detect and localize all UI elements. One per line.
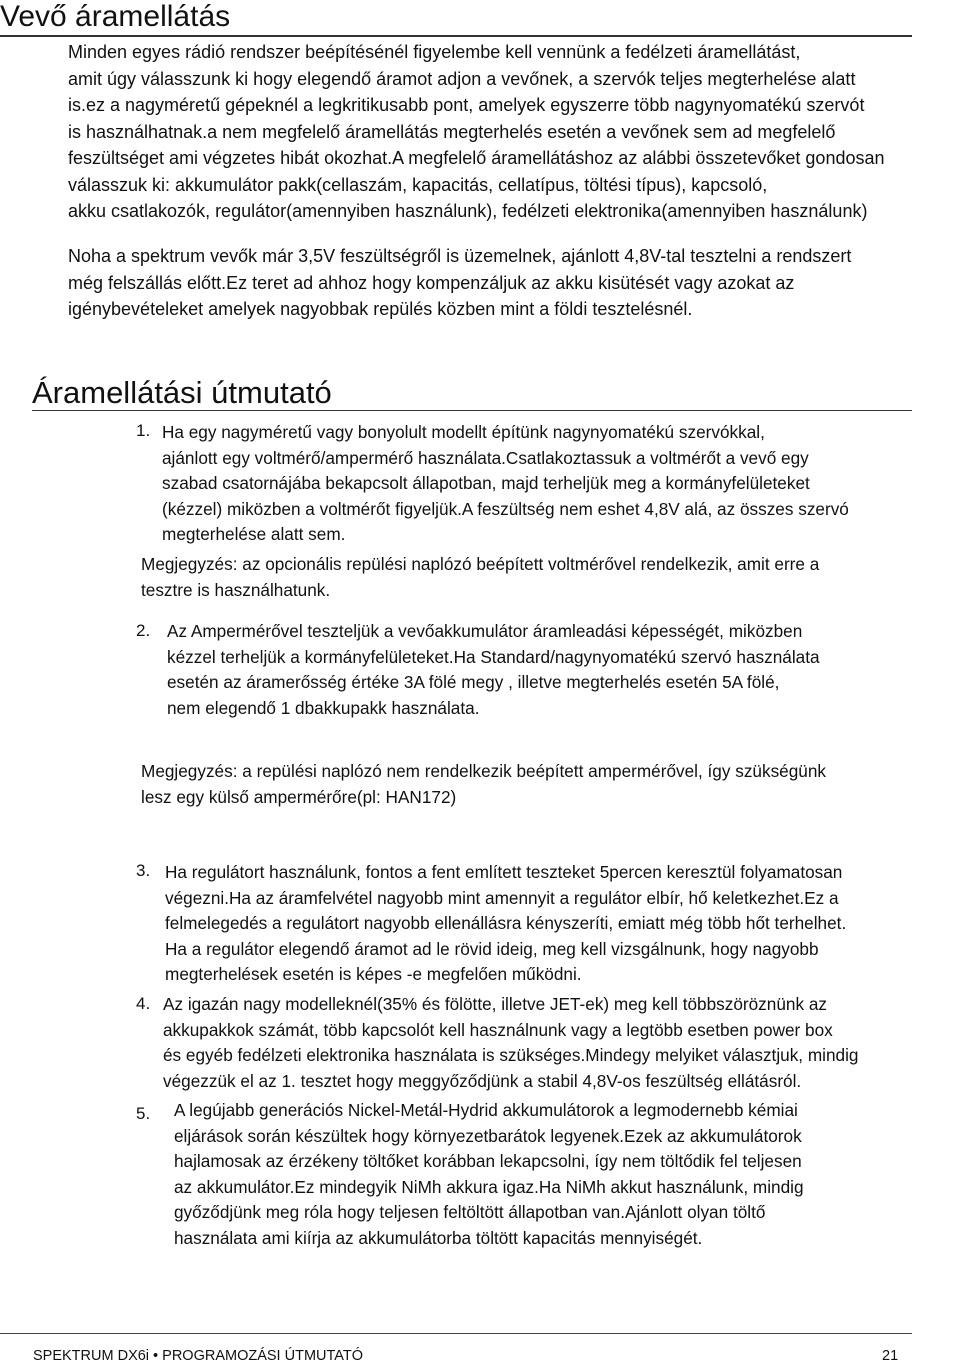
item-line: győződjünk meg róla hogy teljesen feltöltött állapotban van.Ajánlott olyan töltő (174, 1202, 766, 1222)
item-line: A legújabb generációs Nickel-Metál-Hydrid akkumulátorok a legmodernebb kémiai (174, 1100, 798, 1120)
paragraph-line: Noha a spektrum vevők már 3,5V feszültségről is üzemelnek, ajánlott 4,8V-tal tesztelni a rendszert (68, 246, 852, 266)
section-title-power-guide: Áramellátási útmutató (32, 375, 332, 410)
item-line: megterhelése alatt sem. (162, 524, 346, 544)
footer-divider (0, 1333, 912, 1334)
footer-title: SPEKTRUM DX6i • PROGRAMOZÁSI ÚTMUTATÓ (33, 1348, 364, 1364)
voltage-paragraph (68, 243, 851, 323)
item-line: Ha a regulátor elegendő áramot ad le rövid ideig, meg kell vizsgálnunk, hogy nagyobb (165, 938, 819, 959)
item-line: kézzel terheljük a kormányfelületeket.Ha Standard/nagynyomatékú szervó használata (167, 646, 820, 667)
item-line: megterhelések esetén is képes -e megfelően működni. (165, 964, 582, 984)
list-number: 5. (136, 1104, 151, 1123)
note-line: Megjegyzés: az opcionális repülési naplózó beépített voltmérővel rendelkezik, amit erre a (141, 554, 820, 574)
paragraph-line: igénybevételeket amelyek nagyobbak repülés közben mint a földi tesztelésnél. (68, 299, 693, 319)
item-line: használata ami kiírja az akkumulátorba töltött kapacitás mennyiségét. (174, 1227, 703, 1248)
item-line: nem elegendő 1 dbakkupakk használata. (167, 697, 480, 718)
item-line: Ha regulátort használunk, fontos a fent említett teszteket 5percen keresztül folyamatosan (165, 862, 843, 882)
page-number: 21 (882, 1348, 899, 1364)
item-line: Ha egy nagyméretű vagy bonyolult modellt építünk nagynyomatékú szervókkal, (162, 422, 765, 442)
list-number: 2. (136, 621, 151, 640)
item-line: esetén az áramerősség értéke 3A fölé megy , illetve megterhelés esetén 5A fölé, (167, 672, 780, 692)
list-number: 1. (136, 421, 151, 440)
note-line: lesz egy külső ampermérőre(pl: HAN172) (141, 786, 457, 807)
paragraph-line: is használhatnak.a nem megfelelő áramellátás megterhelés esetén a vevőnek sem ad megfelelő (68, 121, 836, 142)
paragraph-line: amit úgy válasszunk ki hogy elegendő áramot adjon a vevőnek, a szervók teljes megterhelése alatt (68, 68, 856, 89)
list-number: 3. (136, 861, 151, 880)
list-item (163, 992, 859, 1094)
item-line: végezzük el az 1. tesztet hogy meggyőződjünk a stabil 4,8V-os feszültség ellátásról. (163, 1070, 802, 1091)
paragraph-line: válasszuk ki: akkumulátor pakk(cellaszám, kapacitás, cellatípus, töltési típus), kapcsoló, (68, 174, 768, 195)
item-line: felmelegedés a regulátort nagyobb ellenállásra kényszeríti, emiatt még több hőt terhelhet. (165, 913, 847, 933)
item-line: ajánlott egy voltmérő/ampermérő használata.Csatlakoztassuk a voltmérőt a vevő egy (162, 447, 809, 468)
list-item (174, 1098, 804, 1251)
paragraph-line: Minden egyes rádió rendszer beépítésénél figyelembe kell vennünk a fedélzeti áramellátást, (68, 42, 801, 62)
list-item (167, 619, 820, 721)
list-item (165, 860, 846, 988)
item-line: az akkumulátor.Ez mindegyik NiMh akkura igaz.Ha NiMh akkut használunk, mindig (174, 1176, 804, 1197)
item-line: hajlamosak az érzékeny töltőket korábban lekapcsolni, így nem töltődik fel teljesen (174, 1151, 802, 1171)
paragraph-line: is.ez a nagyméretű gépeknél a legkritikusabb pont, amelyek egyszerre több nagynyomatékú szervót (68, 95, 865, 115)
item-line: végezni.Ha az áramfelvétel nagyobb mint amennyit a regulátor elbír, hő keletkezhet.Ez a (165, 887, 839, 908)
item-line: Az Ampermérővel teszteljük a vevőakkumulátor áramleadási képességét, miközben (167, 621, 803, 641)
intro-paragraph (68, 39, 885, 225)
paragraph-line: még felszállás előtt.Ez teret ad ahhoz hogy kompenzáljuk az akku kisütését vagy azokat az (68, 272, 795, 293)
list-item (162, 420, 849, 548)
paragraph-line: akku csatlakozók, regulátor(amennyiben használunk), fedélzeti elektronika(amennyiben használunk) (68, 201, 868, 221)
note-voltmeter (141, 552, 819, 603)
item-line: szabad csatornájába bekapcsolt állapotban, majd terheljük meg a kormányfelületeket (162, 473, 810, 493)
note-ammeter (141, 759, 826, 810)
title-divider (0, 35, 912, 37)
item-line: (kézzel) miközben a voltmérőt figyeljük.A feszültség nem eshet 4,8V alá, az összes szervó (162, 498, 849, 519)
section-divider (32, 410, 912, 411)
section-title-receiver-power: Vevő áramellátás (0, 0, 231, 33)
note-line: Megjegyzés: a repülési naplózó nem rendelkezik beépített ampermérővel, így szükségünk (141, 761, 826, 781)
list-number: 4. (136, 994, 151, 1013)
item-line: akkupakkok számát, több kapcsolót kell használnunk vagy a legtöbb esetben power box (163, 1019, 833, 1040)
item-line: Az igazán nagy modelleknél(35% és fölötte, illetve JET-ek) meg kell többszöröznünk az (163, 994, 827, 1014)
item-line: eljárások során készültek hogy környezetbarátok legyenek.Ezek az akkumulátorok (174, 1125, 802, 1146)
item-line: és egyéb fedélzeti elektronika használata is szükséges.Mindegy melyiket választjuk, mindig (163, 1045, 859, 1065)
note-line: tesztre is használhatunk. (141, 579, 331, 600)
paragraph-line: feszültséget ami végzetes hibát okozhat.A megfelelő áramellátáshoz az alábbi összetevőket gondosan (68, 148, 885, 168)
